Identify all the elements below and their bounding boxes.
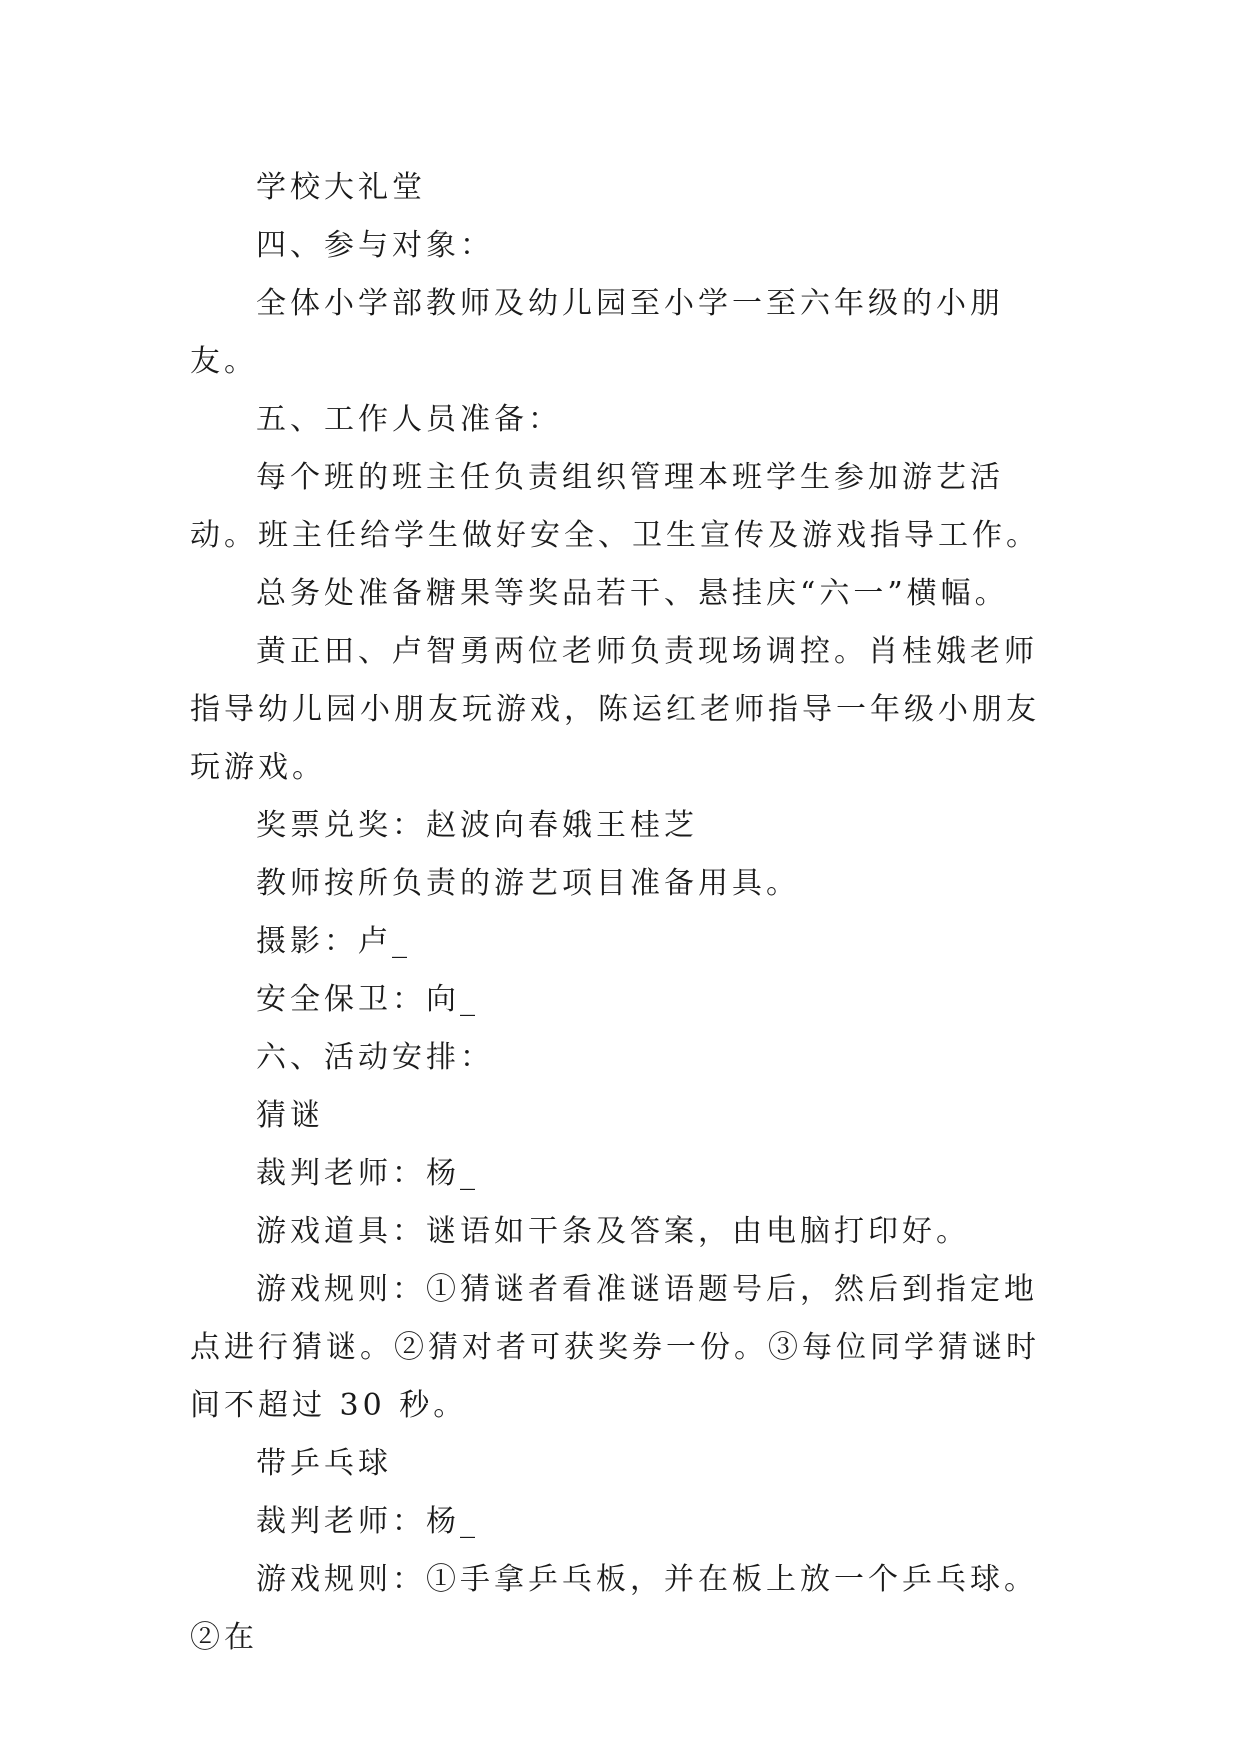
paragraph-general-affairs: 总务处准备糖果等奖品若干、悬挂庆“六一”横幅。 — [256, 576, 1009, 611]
paragraph-riddles-rules: 游戏规则：①猜谜者看准谜语题号后，然后到指定地点进行猜谜。②猜对者可获奖券一份。③每位同学猜谜时间不超过 30 秒。 — [190, 1272, 1040, 1423]
heading-participants: 四、参与对象： — [256, 228, 494, 263]
paragraph-class-teachers: 每个班的班主任负责组织管理本班学生参加游艺活动。班主任给学生做好安全、卫生宣传及游戏指导工作。 — [190, 460, 1040, 553]
paragraph-ping-pong-rules: 游戏规则：①手拿乒乓板，并在板上放一个乒乓球。②在 — [190, 1562, 1038, 1655]
subheading-ping-pong: 带乒乓球 — [256, 1446, 392, 1481]
paragraph-prize-redemption: 奖票兑奖：赵波向春娥王桂芝 — [256, 808, 698, 843]
paragraph-photography: 摄影：卢_ — [256, 924, 411, 959]
heading-schedule: 六、活动安排： — [256, 1040, 494, 1075]
paragraph-riddles-props: 游戏道具：谜语如干条及答案，由电脑打印好。 — [256, 1214, 970, 1249]
paragraph-ping-pong-referee: 裁判老师：杨_ — [256, 1504, 479, 1539]
paragraph-participants: 全体小学部教师及幼儿园至小学一至六年级的小朋友。 — [190, 286, 1004, 379]
paragraph-equipment: 教师按所负责的游艺项目准备用具。 — [256, 866, 800, 901]
heading-staff: 五、工作人员准备： — [256, 402, 562, 437]
paragraph-venue: 学校大礼堂 — [256, 170, 426, 205]
document-body — [190, 159, 1070, 1667]
paragraph-riddles-referee: 裁判老师：杨_ — [256, 1156, 479, 1191]
subheading-riddles: 猜谜 — [256, 1098, 324, 1133]
paragraph-site-control: 黄正田、卢智勇两位老师负责现场调控。肖桂娥老师指导幼儿园小朋友玩游戏，陈运红老师指导一年级小朋友玩游戏。 — [190, 634, 1040, 785]
paragraph-security: 安全保卫：向_ — [256, 982, 479, 1017]
